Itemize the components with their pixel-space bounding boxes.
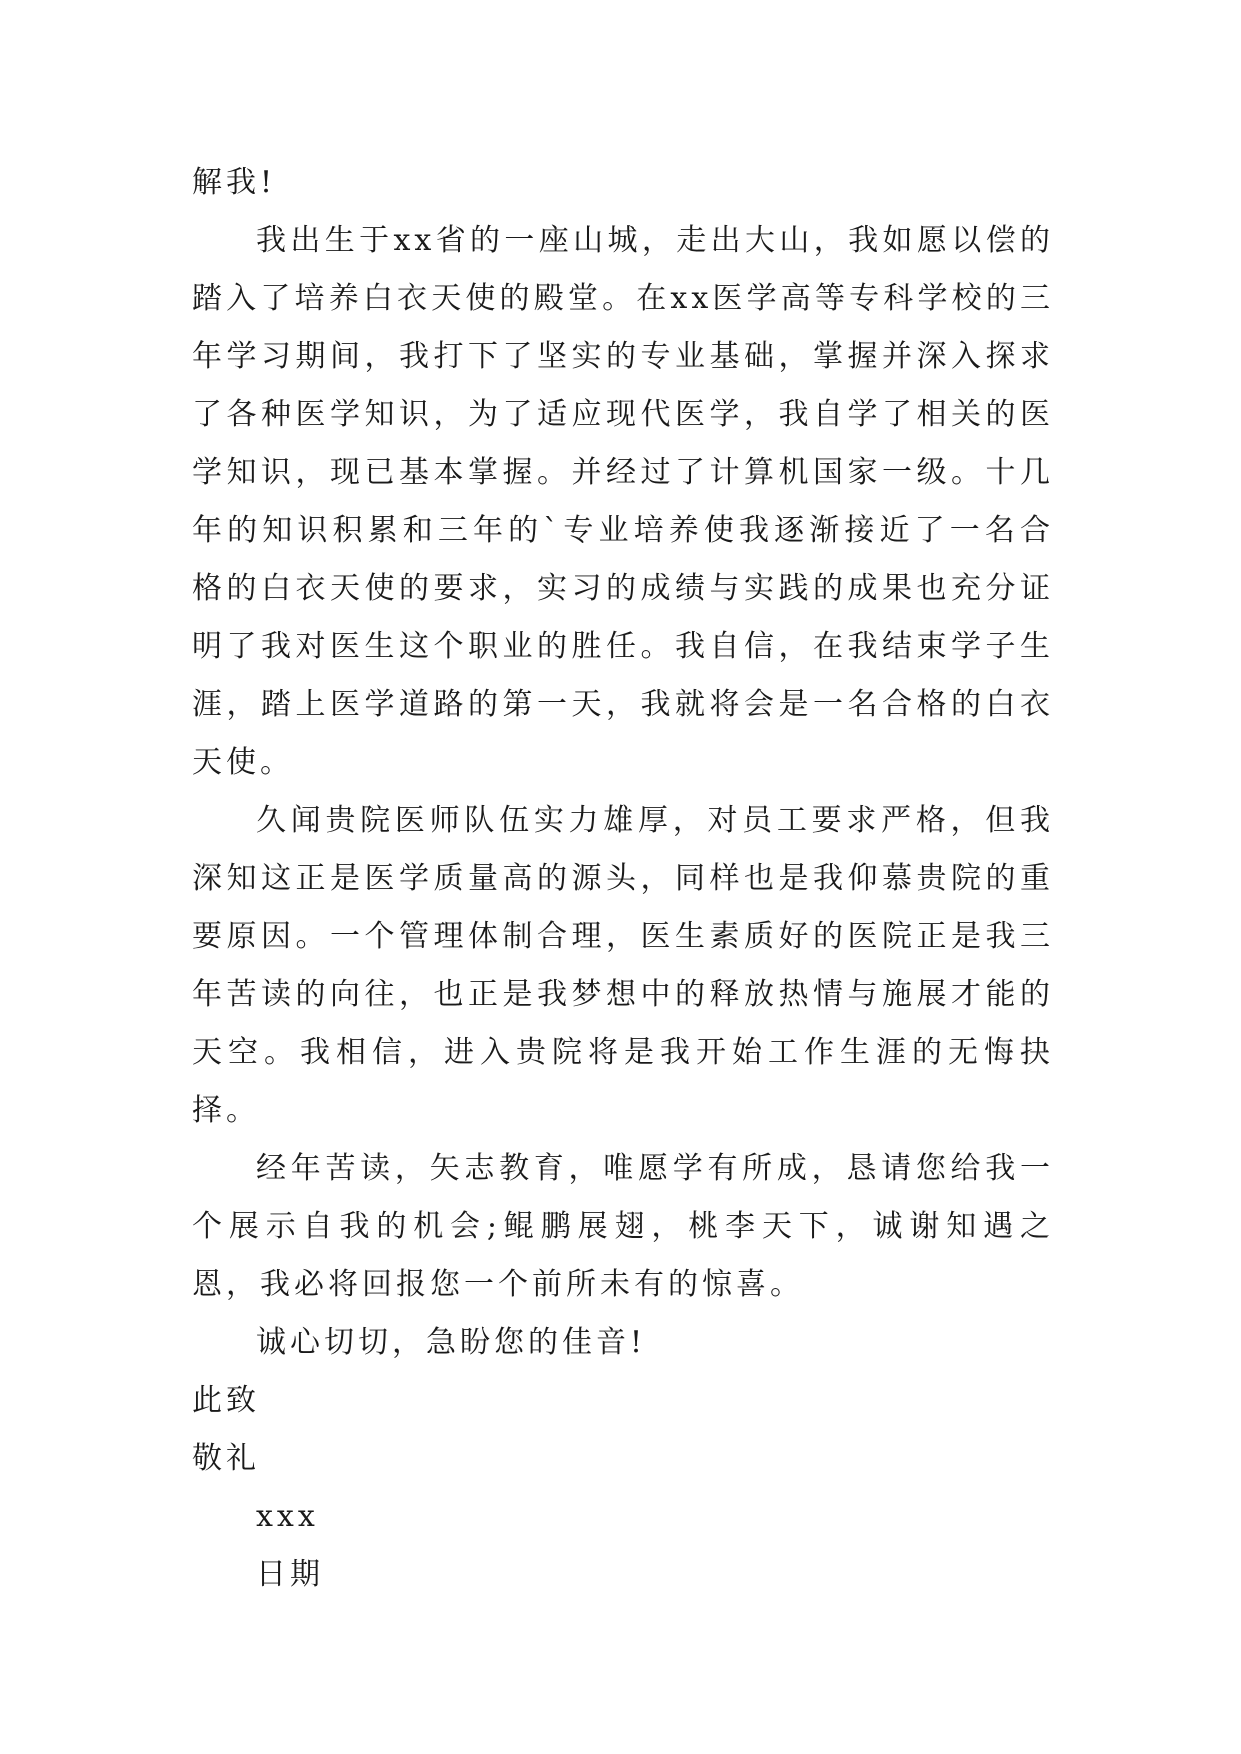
paragraph-request: 经年苦读，矢志教育，唯愿学有所成，恳请您给我一个展示自我的机会;鲲鹏展翅，桃李天下，诚谢知遇之恩，我必将回报您一个前所未有的惊喜。 bbox=[192, 1151, 1054, 1302]
closing-salutation: 此致 bbox=[192, 1383, 260, 1418]
letter-body bbox=[192, 154, 1054, 1604]
signature-name: xxx bbox=[256, 1499, 319, 1534]
signature-date: 日期 bbox=[256, 1557, 324, 1592]
closing-regards: 敬礼 bbox=[192, 1441, 260, 1476]
paragraph-hospital: 久闻贵院医师队伍实力雄厚，对员工要求严格，但我深知这正是医学质量高的源头，同样也是我仰慕贵院的重要原因。一个管理体制合理，医生素质好的医院正是我三年苦读的向往，也正是我梦想中的释放热情与施展才能的天空。我相信，进入贵院将是我开始工作生涯的无悔抉择。 bbox=[192, 803, 1054, 1128]
opening-fragment: 解我! bbox=[192, 165, 277, 200]
paragraph-background: 我出生于xx省的一座山城，走出大山，我如愿以偿的踏入了培养白衣天使的殿堂。在xx医学高等专科学校的三年学习期间，我打下了坚实的专业基础，掌握并深入探求了各种医学知识，为了适应现代医学，我自学了相关的医学知识，现已基本掌握。并经过了计算机国家一级。十几年的知识积累和三年的`专业培养使我逐渐接近了一名合格的白衣天使的要求，实习的成绩与实践的成果也充分证明了我对医生这个职业的胜任。我自信，在我结束学子生涯，踏上医学道路的第一天，我就将会是一名合格的白衣天使。 bbox=[192, 223, 1054, 780]
paragraph-closing-wish: 诚心切切，急盼您的佳音! bbox=[256, 1325, 647, 1360]
